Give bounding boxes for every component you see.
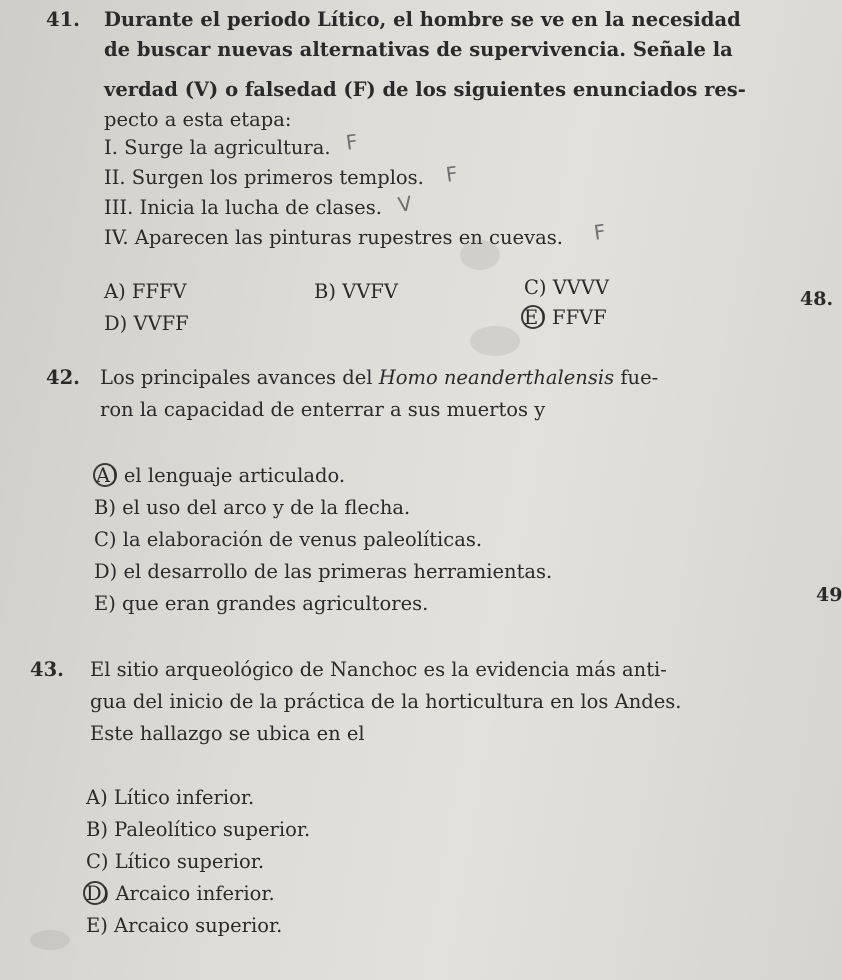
question-number: 42. [46,366,80,389]
option-b[interactable]: B) el uso del arco y de la flecha. [94,496,411,519]
next-question-number: 49 [816,584,842,606]
question-text-line: Este hallazgo se ubica en el [90,722,365,745]
option-c[interactable]: C) Lítico superior. [86,850,265,873]
statement-iv: IV. Aparecen las pinturas rupestres en cuevas. [104,226,563,249]
question-text-line: gua del inicio de la práctica de la horticultura en los Andes. [90,690,682,713]
question-text-line: Durante el periodo Lítico, el hombre se ve en la necesidad [104,8,741,31]
pencil-smudge [460,240,500,270]
next-question-number: 48. [800,288,834,310]
handwritten-mark: F [592,219,608,245]
option-d[interactable]: D) VVFF [104,312,189,335]
option-e[interactable]: E) FFVF [524,306,607,329]
option-b[interactable]: B) Paleolítico superior. [86,818,311,841]
question-text-line: de buscar nuevas alternativas de supervivencia. Señale la [104,38,733,61]
question-number: 43. [30,658,64,681]
option-b[interactable]: B) VVFV [314,280,398,303]
option-a[interactable]: A) Lítico inferior. [86,786,255,809]
option-d[interactable]: D) el desarrollo de las primeras herramientas. [94,560,553,583]
option-c[interactable]: C) VVVV [524,276,610,299]
option-e[interactable]: E) Arcaico superior. [86,914,283,937]
option-a[interactable]: A) el lenguaje articulado. [96,464,346,487]
question-text-line: verdad (V) o falsedad (F) de los siguientes enunciados res- [104,78,746,101]
question-text-line: ron la capacidad de enterrar a sus muertos y [100,398,546,421]
statement-iii: III. Inicia la lucha de clases. [104,196,382,219]
option-a[interactable]: A) FFFV [104,280,187,303]
statement-i: I. Surge la agricultura. [104,136,331,159]
handwritten-mark: F [344,129,360,155]
handwritten-mark: V [396,191,414,217]
option-e[interactable]: E) que eran grandes agricultores. [94,592,429,615]
pencil-smudge [470,326,520,356]
handwritten-mark: F [444,161,460,187]
question-number: 41. [46,8,80,31]
question-text-line: El sitio arqueológico de Nanchoc es la evidencia más anti- [90,658,667,681]
statement-ii: II. Surgen los primeros templos. [104,166,424,189]
question-text-line: Los principales avances del Homo neanderthalensis fue- [100,366,659,389]
option-d[interactable]: D) Arcaico inferior. [86,882,275,905]
option-c[interactable]: C) la elaboración de venus paleolíticas. [94,528,483,551]
pencil-smudge [30,930,70,950]
question-text-line: pecto a esta etapa: [104,108,292,131]
